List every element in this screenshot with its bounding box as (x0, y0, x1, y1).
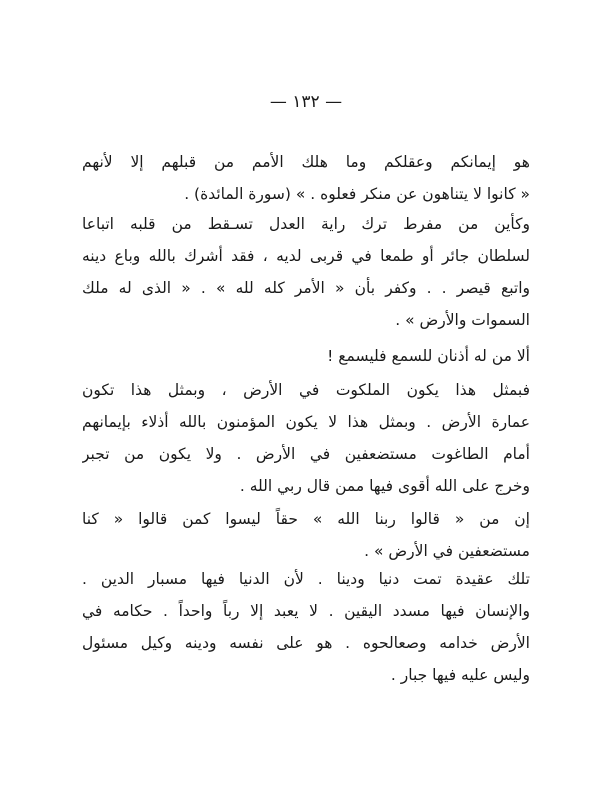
paragraph-1 (82, 146, 530, 210)
page-number: — ١٣٢ — (269, 92, 343, 112)
text-line: « كانوا لا يتناهون عن منكر فعلوه . » (سورة المائدة) . (184, 185, 530, 203)
text-line: لسلطان جائر أو طمعا في قربى لديه ، فقد أشرك بالله وباع دينه (82, 247, 530, 265)
text-line: إن من « قالوا ربنا الله » حقاً ليسوا كمن قالوا « كنا (82, 510, 530, 528)
text-line: تلك عقيدة تمت دنيا ودينا . لأن الدنيا فيها مسبار الدين . (82, 570, 530, 588)
text-line: أمام الطاغوت مستضعفين في الأرض . ولا يكون من تجبر (82, 445, 530, 463)
paragraph-5 (82, 503, 530, 567)
text-line: وليس عليه فيها جبار . (390, 666, 530, 684)
text-line: هو إيمانكم وعقلكم وما هلك الأمم من قبلهم إلا لأنهم (82, 153, 530, 171)
text-line: السموات والأرض » . (395, 311, 530, 329)
text-line: الأرض خدامه وصعالحوه . هو على نفسه ودينه وكيل مسئول (82, 634, 530, 652)
paragraph-3 (82, 340, 530, 372)
text-line: وكأين من مفرط ترك راية العدل تسـقط من قلبه اتباعا (82, 215, 530, 233)
text-line: والإنسان فيها مسدد اليقين . لا يعبد إلا رباً واحداً . حكامه في (82, 602, 530, 620)
text-line: وخرج على الله أقوى فيها ممن قال ربي الله . (239, 477, 530, 495)
paragraph-2 (82, 208, 530, 336)
text-line: واتبع قيصر . . وكفر بأن « الأمر كله لله » . « الذى له ملك (82, 279, 530, 297)
paragraph-6 (82, 563, 530, 691)
text-line: مستضعفين في الأرض » . (364, 542, 530, 560)
text-line: ألا من له أذنان للسمع فليسمع ! (327, 347, 530, 365)
text-line: فبمثل هذا يكون الملكوت في الأرض ، وبمثل هذا تكون (82, 381, 530, 399)
text-line: عمارة الأرض . وبمثل هذا لا يكون المؤمنون بالله أذلاء بإيمانهم (82, 413, 530, 431)
paragraph-4 (82, 374, 530, 502)
